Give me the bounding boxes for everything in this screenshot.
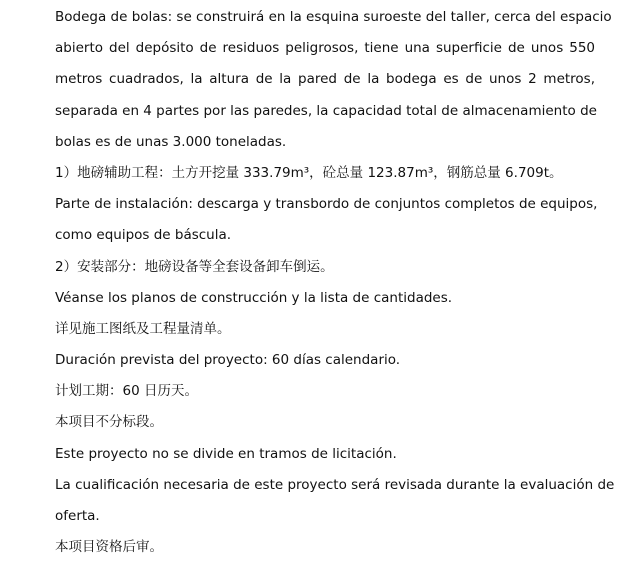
- planos-spanish: Véanse los planos de construcción y la lista de cantidades.: [55, 289, 453, 306]
- bodega-line-1: Bodega de bolas: se construirá en la esquina suroeste del taller, cerca del espacio: [55, 9, 612, 25]
- bodega-line-5: bolas es de unas 3.000 toneladas.: [55, 133, 287, 150]
- item1-chinese: 1）地磅辅助工程：土方开挖量 333.79m³，砼总量 123.87m³，钢筋总量 6.709t。: [55, 164, 563, 181]
- tramos-spanish: Este proyecto no se divide en tramos de licitación.: [55, 445, 397, 462]
- bodega-line-2: abierto del depósito de residuos peligrosos, tiene una superficie de unos 550: [55, 40, 595, 57]
- bodega-line-3: metros cuadrados, la altura de la pared de la bodega es de unos 2 metros,: [55, 71, 595, 88]
- cualificacion-line-1: La cualificación necesaria de este proyecto será revisada durante la evaluación de: [55, 476, 615, 493]
- document-body: [55, 2, 615, 563]
- cualificacion-chinese: 本项目资格后审。: [55, 539, 163, 556]
- duracion-chinese: 计划工期：60 日历天。: [55, 383, 198, 400]
- instalacion-line-2: como equipos de báscula.: [55, 227, 232, 244]
- cualificacion-line-2: oferta.: [55, 508, 100, 524]
- instalacion-line-1: Parte de instalación: descarga y transbordo de conjuntos completos de equipos,: [55, 196, 598, 213]
- item2-chinese: 2）安装部分：地磅设备等全套设备卸车倒运。: [55, 258, 334, 275]
- bodega-line-4: separada en 4 partes por las paredes, la capacidad total de almacenamiento de: [55, 102, 597, 119]
- duracion-spanish: Duración prevista del proyecto: 60 días calendario.: [55, 352, 401, 369]
- planos-chinese: 详见施工图纸及工程量清单。: [55, 320, 231, 337]
- tramos-chinese: 本项目不分标段。: [55, 414, 163, 431]
